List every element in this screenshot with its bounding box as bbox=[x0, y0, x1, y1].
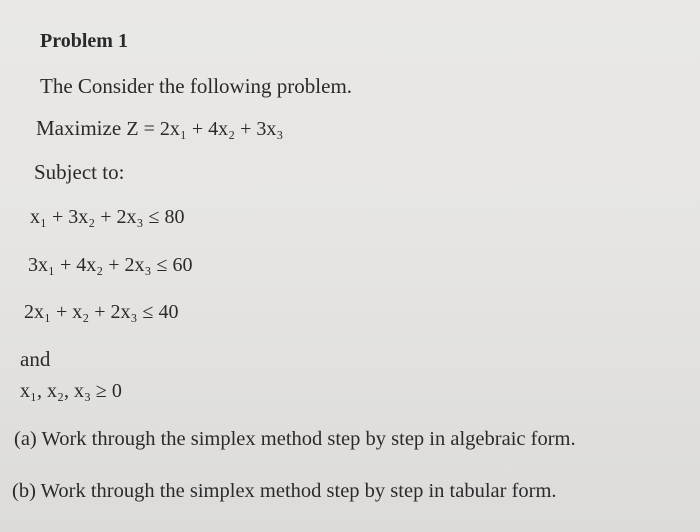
problem-heading: Problem 1 bbox=[40, 30, 128, 52]
and-label: and bbox=[20, 347, 51, 371]
problem-intro: The Consider the following problem. bbox=[40, 74, 353, 98]
constraint-3: 2x₁ + x₂ + 2x₃ ≤ 40 bbox=[24, 301, 179, 323]
part-b-question: (b) Work through the simplex method step by step in tabular form. bbox=[12, 480, 557, 502]
objective-line bbox=[36, 116, 283, 141]
part-a-question: (a) Work through the simplex method step by step in algebraic form. bbox=[14, 428, 576, 450]
constraint-1: x₁ + 3x₂ + 2x₃ ≤ 80 bbox=[30, 206, 185, 228]
constraint-2: 3x₁ + 4x₂ + 2x₃ ≤ 60 bbox=[28, 254, 193, 276]
nonnegativity-constraint: x₁, x₂, x₃ ≥ 0 bbox=[20, 380, 122, 402]
subject-to-label: Subject to: bbox=[34, 160, 125, 184]
objective-label: Maximize bbox=[36, 116, 127, 140]
objective-function: Z = 2x₁ + 4x₂ + 3x₃ bbox=[126, 118, 284, 140]
